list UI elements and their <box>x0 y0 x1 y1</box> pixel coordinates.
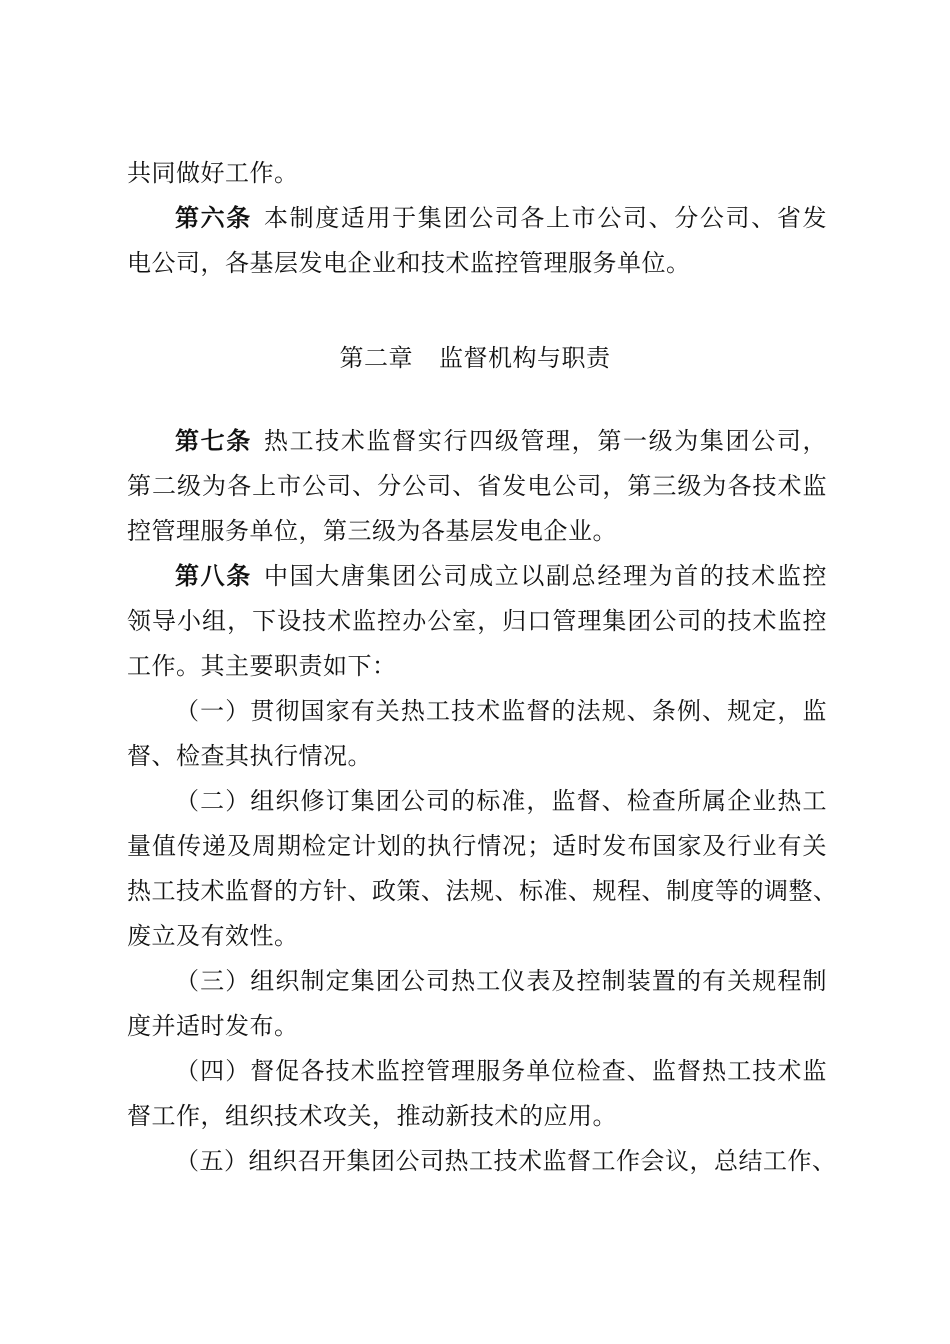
article-8-line-1 <box>175 560 827 592</box>
article-7-line-2: 第二级为各上市公司、分公司、省发电公司，第三级为各技术监 <box>127 472 827 500</box>
item-3-line-2: 度并适时发布。 <box>127 1012 299 1040</box>
item-4-line-1: （四）督促各技术监控管理服务单位检查、监督热工技术监 <box>175 1057 827 1085</box>
article-7-line-3: 控管理服务单位，第三级为各基层发电企业。 <box>127 517 617 545</box>
article-label: 第七条 <box>175 427 252 455</box>
article-label: 第六条 <box>175 204 252 232</box>
article-8-line-3: 工作。其主要职责如下： <box>127 652 397 680</box>
item-4-line-2: 督工作，组织技术攻关，推动新技术的应用。 <box>127 1102 617 1130</box>
chapter-heading <box>0 342 950 374</box>
chapter-title: 监督机构与职责 <box>439 344 611 372</box>
article-text: 本制度适用于集团公司各上市公司、分公司、省发 <box>263 204 827 232</box>
item-2-line-1: （二）组织修订集团公司的标准，监督、检查所属企业热工 <box>175 787 827 815</box>
item-3-line-1: （三）组织制定集团公司热工仪表及控制装置的有关规程制 <box>175 967 827 995</box>
article-6-line-2: 电公司，各基层发电企业和技术监控管理服务单位。 <box>127 249 691 277</box>
item-1-line-2: 督、检查其执行情况。 <box>127 742 372 770</box>
article-text: 热工技术监督实行四级管理，第一级为集团公司， <box>263 427 827 455</box>
item-2-line-2: 量值传递及周期检定计划的执行情况；适时发布国家及行业有关 <box>127 832 827 860</box>
article-text: 中国大唐集团公司成立以副总经理为首的技术监控 <box>263 562 827 590</box>
article-8-line-2: 领导小组，下设技术监控办公室，归口管理集团公司的技术监控 <box>127 607 827 635</box>
article-7-line-1 <box>175 425 827 457</box>
item-2-line-3: 热工技术监督的方针、政策、法规、标准、规程、制度等的调整、 <box>127 877 838 905</box>
item-1-line-1: （一）贯彻国家有关热工技术监督的法规、条例、规定，监 <box>175 697 827 725</box>
chapter-number: 第二章 <box>339 344 413 372</box>
paragraph-line: 共同做好工作。 <box>127 159 299 187</box>
article-6-line-1 <box>175 202 827 234</box>
item-5-line-1: （五）组织召开集团公司热工技术监督工作会议，总结工作、 <box>175 1147 837 1175</box>
item-2-line-4: 废立及有效性。 <box>127 922 299 950</box>
article-label: 第八条 <box>175 562 252 590</box>
